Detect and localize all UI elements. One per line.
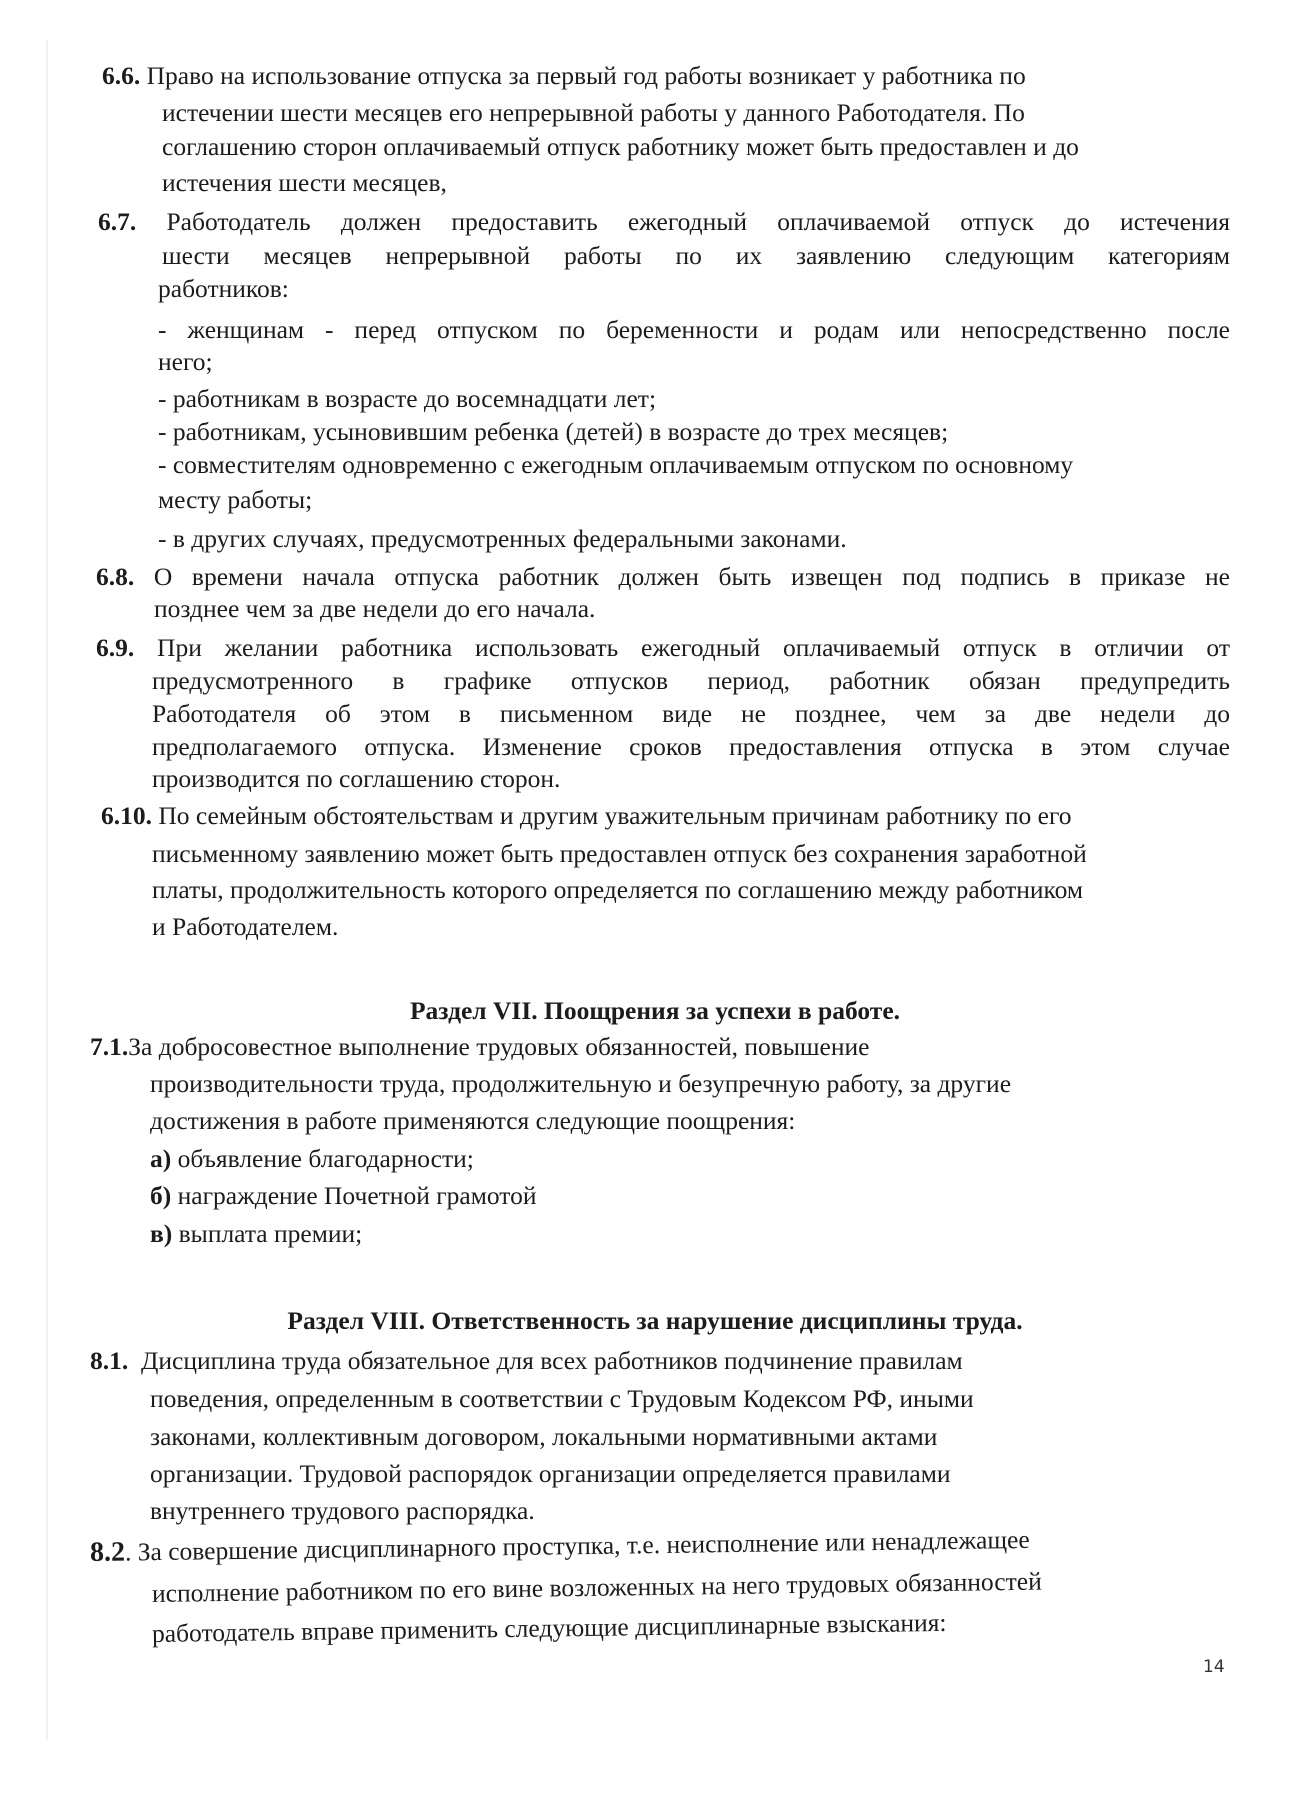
item-7-1-line-2: производительности труда, продолжительную и безупречную работу, за другие: [150, 1069, 1012, 1098]
item-8-2-line-1: 8.2. За совершение дисциплинарного проступка, т.е. неисполнение или ненадлежащее: [89, 1524, 1030, 1568]
item-6-7-line-7: - работникам, усыновившим ребенка (детей) в возрасте до трех месяцев;: [158, 417, 949, 446]
item-6-7-line-6: - работникам в возрасте до восемнадцати лет;: [158, 384, 657, 413]
item-6-6-line-4: истечения шести месяцев,: [162, 168, 447, 197]
section-8-heading: Раздел VIII. Ответственность за нарушение дисциплины труда.: [287, 1306, 1023, 1335]
item-6-7-line-3: работников:: [158, 274, 289, 303]
list-item-b: б) награждение Почетной грамотой: [150, 1181, 537, 1210]
page-number: 14: [1203, 1657, 1225, 1677]
item-6-8-line-2: позднее чем за две недели до его начала.: [154, 594, 596, 623]
item-6-7-line-4: - женщинам - перед отпуском по беременности и родам или непосредственно после: [158, 315, 1230, 344]
list-item-a: а) объявление благодарности;: [150, 1144, 474, 1173]
list-marker: в): [150, 1219, 173, 1248]
item-6-10-line-3: платы, продолжительность которого определяется по соглашению между работником: [152, 875, 1084, 904]
item-number: 6.6.: [102, 61, 141, 90]
item-number: 6.8.: [96, 562, 135, 591]
item-6-7-line-10: - в других случаях, предусмотренных федеральными законами.: [158, 524, 847, 553]
item-number: 8.2: [89, 1536, 126, 1568]
item-8-1-line-3: законами, коллективным договором, локальными нормативными актами: [150, 1422, 938, 1451]
item-number: 6.7.: [98, 207, 137, 236]
item-7-1-line-1: 7.1.За добросовестное выполнение трудовых обязанностей, повышение: [90, 1032, 870, 1061]
item-6-10-line-4: и Работодателем.: [152, 912, 339, 941]
item-8-2-line-2: исполнение работником по его вине возложенных на него трудовых обязанностей: [151, 1566, 1042, 1608]
item-6-7-line-2: шести месяцев непрерывной работы по их заявлению следующим категориям: [162, 241, 1230, 270]
item-6-7-line-8: - совместителям одновременно с ежегодным оплачиваемым отпуском по основному: [158, 450, 1074, 479]
item-number: 6.9.: [96, 633, 135, 662]
item-6-7-line-9: месту работы;: [158, 485, 313, 514]
item-6-8-line-1: 6.8. О времени начала отпуска работник должен быть извещен под подпись в приказе не: [96, 562, 1231, 591]
scan-edge: [46, 40, 48, 1740]
item-number: 6.10.: [101, 801, 152, 830]
item-6-7-line-5: него;: [158, 347, 213, 376]
item-6-6-line-2: истечении шести месяцев его непрерывной работы у данного Работодателя. По: [162, 98, 1025, 127]
item-6-9-line-4: предполагаемого отпуска. Изменение сроков предоставления отпуска в этом случае: [152, 732, 1230, 761]
item-6-7-line-1: 6.7. Работодатель должен предоставить ежегодный оплачиваемой отпуск до истечения: [98, 207, 1231, 236]
item-6-6-line-1: 6.6. Право на использование отпуска за первый год работы возникает у работника по: [102, 61, 1026, 90]
item-6-9-line-2: предусмотренного в графике отпусков период, работник обязан предупредить: [152, 666, 1230, 695]
item-number: 7.1.: [90, 1032, 129, 1061]
item-6-9-line-5: производится по соглашению сторон.: [152, 764, 561, 793]
item-6-9-line-3: Работодателя об этом в письменном виде не позднее, чем за две недели до: [152, 699, 1230, 728]
list-marker: б): [150, 1181, 172, 1210]
item-8-1-line-2: поведения, определенным в соответствии с Трудовым Кодексом РФ, иными: [150, 1384, 974, 1413]
item-8-1-line-4: организации. Трудовой распорядок организации определяется правилами: [150, 1459, 951, 1488]
list-marker: а): [150, 1144, 172, 1173]
item-6-10-line-2: письменному заявлению может быть предоставлен отпуск без сохранения заработной: [152, 839, 1087, 868]
item-8-2-line-3: работодатель вправе применить следующие дисциплинарные взыскания:: [151, 1607, 947, 1648]
list-item-v: в) выплата премии;: [150, 1219, 363, 1248]
item-7-1-line-3: достижения в работе применяются следующие поощрения:: [150, 1106, 796, 1135]
section-7-heading: Раздел VII. Поощрения за успехи в работе.: [409, 996, 901, 1025]
item-8-1-line-5: внутреннего трудового распорядка.: [150, 1496, 535, 1525]
item-6-6-line-3: соглашению сторон оплачиваемый отпуск работнику может быть предоставлен и до: [162, 132, 1079, 161]
item-number: 8.1.: [90, 1346, 129, 1375]
item-6-10-line-1: 6.10. По семейным обстоятельствам и другим уважительным причинам работнику по его: [101, 801, 1072, 830]
item-8-1-line-1: 8.1. Дисциплина труда обязательное для всех работников подчинение правилам: [90, 1346, 963, 1375]
item-6-9-line-1: 6.9. При желании работника использовать ежегодный оплачиваемый отпуск в отличии от: [96, 633, 1230, 662]
